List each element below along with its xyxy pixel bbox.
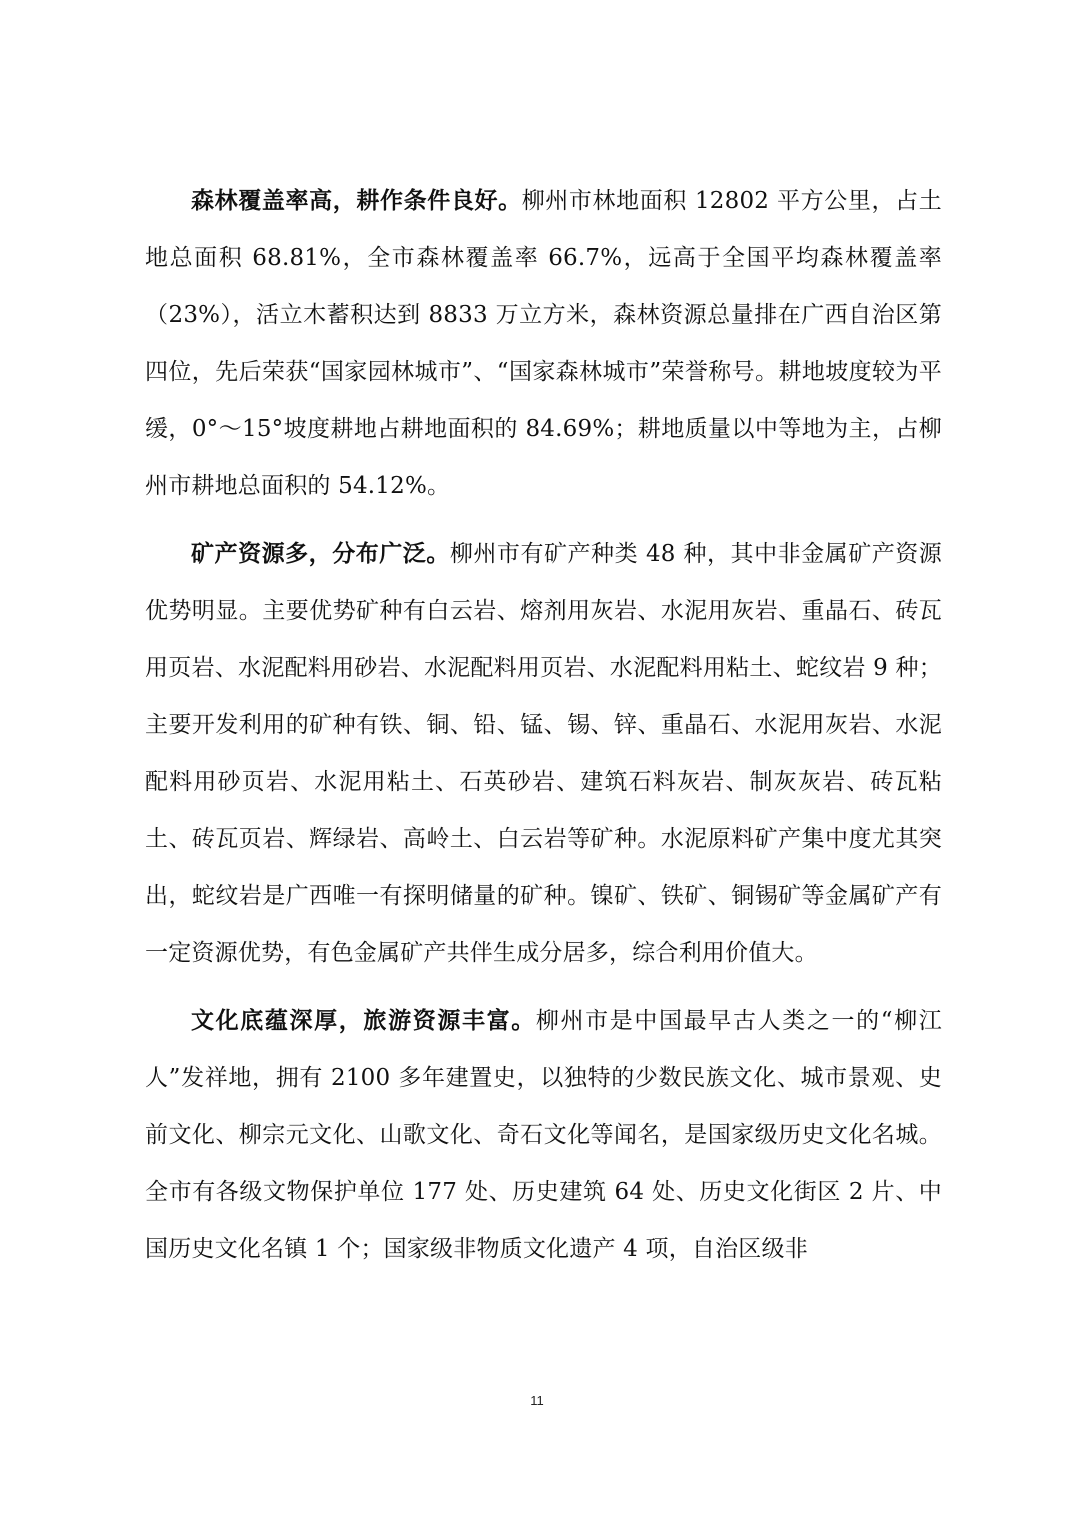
page-number: 11 bbox=[530, 1393, 544, 1408]
paragraph-text: 柳州市林地面积 12802 平方公里，占土地总面积 68.81%，全市森林覆盖率 66.7%，远高于全国平均森林覆盖率（23%），活立木蓄积达到 8833 万立方米，森林资源总量排在广西自治区第四位，先后荣获“国家园林城市”、“国家森林城市”荣誉称号。耕地坡度较为平缓，0°～15°坡度耕地占耕地面积的 84.69%；耕地质量以中等地为主，占柳州市耕地总面积的 54.12%。 bbox=[145, 188, 942, 499]
paragraph-text: 柳州市有矿产种类 48 种，其中非金属矿产资源优势明显。主要优势矿种有白云岩、熔剂用灰岩、水泥用灰岩、重晶石、砖瓦用页岩、水泥配料用砂岩、水泥配料用页岩、水泥配料用粘土、蛇纹岩 9 种；主要开发利用的矿种有铁、铜、铅、锰、锡、锌、重晶石、水泥用灰岩、水泥配料用砂页岩、水泥用粘土、石英砂岩、建筑石料灰岩、制灰灰岩、砖瓦粘土、砖瓦页岩、辉绿岩、高岭土、白云岩等矿种。水泥原料矿产集中度尤其突出，蛇纹岩是广西唯一有探明储量的矿种。镍矿、铁矿、铜锡矿等金属矿产有一定资源优势，有色金属矿产共伴生成分居多，综合利用价值大。 bbox=[145, 541, 942, 966]
paragraph-lead: 矿产资源多，分布广泛。 bbox=[191, 540, 450, 567]
document-body bbox=[145, 172, 942, 1288]
paragraph-text: 柳州市是中国最早古人类之一的“柳江人”发祥地，拥有 2100 多年建置史，以独特的少数民族文化、城市景观、史前文化、柳宗元文化、山歌文化、奇石文化等闻名，是国家级历史文化名城。全市有各级文物保护单位 177 处、历史建筑 64 处、历史文化街区 2 片、中国历史文化名镇 1 个；国家级非物质文化遗产 4 项，自治区级非 bbox=[145, 1008, 942, 1262]
paragraph-lead: 文化底蕴深厚，旅游资源丰富。 bbox=[191, 1007, 536, 1034]
paragraph-lead: 森林覆盖率高，耕作条件良好。 bbox=[191, 187, 522, 214]
paragraph-minerals bbox=[145, 525, 942, 982]
paragraph-culture bbox=[145, 992, 942, 1278]
paragraph-forest bbox=[145, 172, 942, 515]
